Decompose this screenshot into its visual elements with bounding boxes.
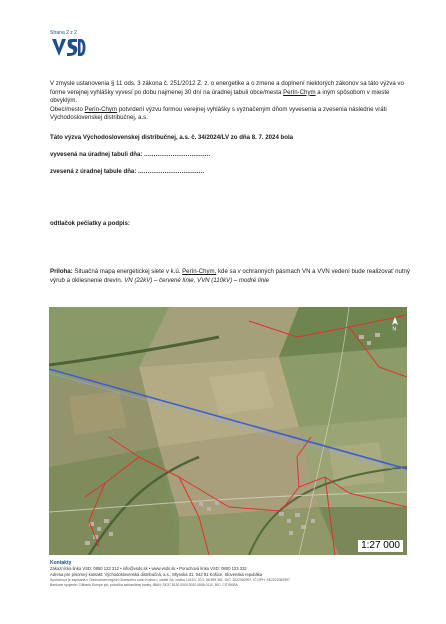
place-name: Perín-Chym	[84, 105, 118, 113]
footer-contacts	[50, 560, 410, 587]
place-name: Perín-Chym	[283, 88, 316, 96]
footer-registry: Spoločnosť je zapísaná v Obchodnom registri Okresného súdu Košice I, oddiel Sa, vložka 1411/V, IČO: 36 599 361, DIČ: 2022082997, IČ DPH: SK2022082997	[50, 578, 290, 582]
situation-map	[49, 307, 407, 555]
footer-title: Kontakty	[50, 560, 72, 566]
footer-bank: Bankové spojenie: Citibank Europe plc, pobočka zahraničnej banky, IBAN: SK37 8130 0000 0020 0848 0110, BIC: CITISKBA	[50, 582, 238, 587]
posted-date-field: vyvesená na úradnej tabuli dňa: ...................................	[50, 151, 211, 158]
map-image	[49, 307, 407, 555]
removed-date-field: zvesená z úradnej tabule dňa: ...................................	[50, 168, 205, 175]
map-legend: VN (22kV) – červené línie, VVN (110kV) – modré línie	[124, 276, 270, 284]
stamp-signature-label: odtlačok pečiatky a podpis:	[50, 220, 130, 227]
vsd-logo	[50, 37, 88, 59]
svg-text:N: N	[392, 326, 397, 331]
place-name: Perín-Chym,	[182, 268, 217, 275]
notice-heading: Táto výzva Východoslovenskej distribučnej, a.s. č. 34/2024/LV zo dňa 8. 7. 2024 bola	[50, 134, 294, 141]
page-number: Strana 2 z 2	[50, 30, 77, 36]
map-scale: 1:27 000	[358, 540, 403, 552]
intro-paragraph: V zmysle ustanovenia § 11 ods. 3 zákona č. 251/2012 Z. z. o energetike a o zmene a doplnení niektorých zákonov sa táto výzva vo forme verejnej vyhlášky vyvesí po dobu najmenej 30 dní na úradnej tabuli obce/mesta Perín-Chym a iným spôsobom v mieste obvyklým. Obec/mesto Perín-Chym potvrdení výzvu formou verejnej vyhlášky s vyznačeným dňom vyvesenia a zvesenia následne vráti Východoslovenskej distribučnej, a.s.	[50, 80, 404, 122]
north-arrow-icon	[391, 317, 399, 331]
attachment-paragraph: Príloha: Situačná mapa energetickej siete v k.ú. Perín-Chym, kde sa v ochranných pásmach VN a VVN vedení bude realizovať nutný výrub a okliesnenie drevín. VN (22kV) – červené línie, VVN (110kV) – modré línie	[50, 268, 410, 284]
footer-hotline: Zákaznícka linka VSD: 0850 123 312 • info@vsds.sk • www.vsds.sk • Poruchová linka VSD: 0800 123 332	[50, 566, 247, 571]
footer-address: Adresa pre písomný kontakt: Východoslovenská distribučná, a.s., Mlynská 31, 042 91 Košice, Slovenská republika	[50, 572, 263, 577]
